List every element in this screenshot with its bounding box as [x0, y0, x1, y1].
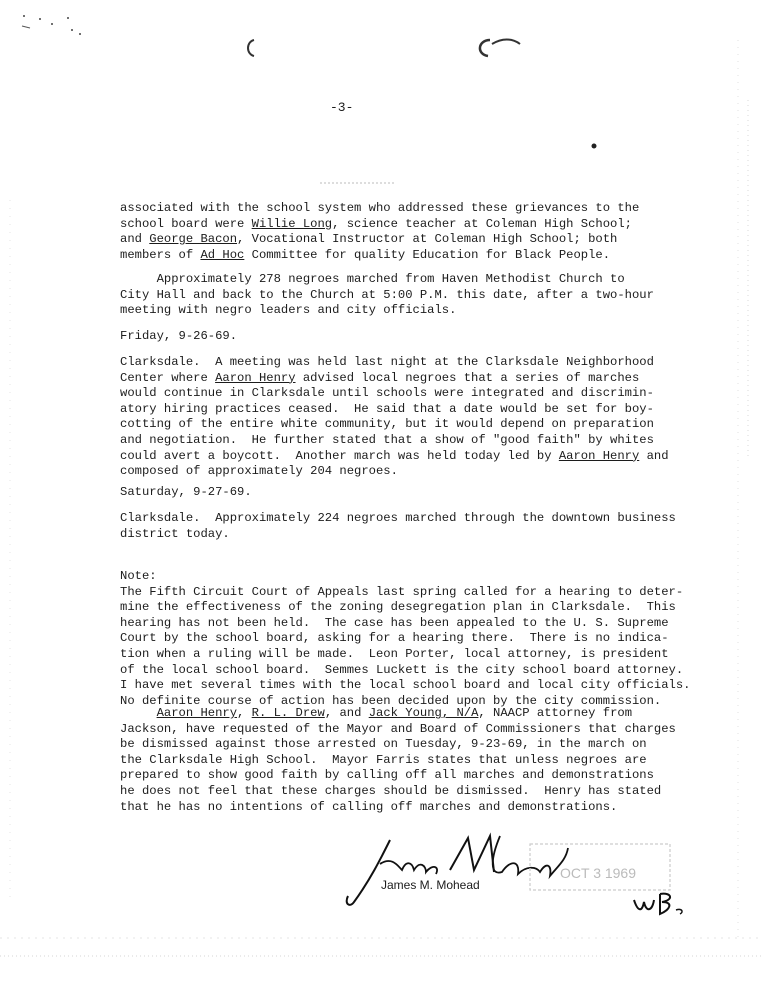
text-line	[120, 449, 680, 465]
text-segment: of the local school board. Semmes Luckett is the city school board attorney.	[120, 662, 684, 677]
text-segment: , Vocational Instructor at Coleman High School; both	[237, 232, 618, 247]
text-line	[120, 303, 680, 319]
text-segment: Committee for quality Education for Black People.	[244, 247, 611, 262]
paragraph-clarksdale-meeting	[120, 355, 680, 480]
text-segment: , NAACP attorney from	[478, 706, 633, 720]
text-line	[120, 584, 684, 601]
text-segment: district today.	[120, 526, 230, 541]
text-line	[120, 417, 680, 433]
underlined-name: R. L. Drew	[251, 706, 325, 720]
paragraph-grievances	[120, 201, 680, 263]
text-segment: school board were	[120, 216, 252, 231]
text-segment: the Clarksdale High School. Mayor Farris states that unless negroes are	[120, 752, 647, 767]
paragraph-naacp-request	[120, 706, 680, 815]
paragraph-march-278	[120, 272, 680, 319]
text-line	[120, 464, 680, 480]
text-line	[120, 329, 680, 345]
text-line	[120, 217, 680, 233]
speck	[590, 142, 598, 150]
text-segment: City Hall and back to the Church at 5:00 P.M. this date, after a two-hour	[120, 287, 654, 302]
text-line	[120, 201, 680, 217]
text-line	[120, 402, 680, 418]
text-segment: be dismissed against those arrested on Tuesday, 9-23-69, in the march on	[120, 737, 647, 752]
underlined-name: Aaron Henry	[558, 448, 640, 463]
text-segment: Clarksdale. Approximately 224 negroes marched through the downtown business	[120, 511, 676, 525]
underlined-name: Ad Hoc	[200, 247, 245, 262]
text-segment: and	[120, 232, 150, 247]
text-segment: meeting with negro leaders and city officials.	[120, 303, 457, 318]
text-line	[120, 232, 680, 248]
text-segment: Note:	[120, 569, 157, 583]
text-segment: mine the effectiveness of the zoning desegregation plan in Clarksdale. This	[120, 600, 676, 615]
text-segment: atory hiring practices ceased. He said that a date would be set for boy-	[120, 401, 654, 416]
text-segment: and negotiation. He further stated that a show of "good faith" by whites	[120, 432, 654, 447]
paragraph-march-224	[120, 511, 680, 542]
heading-saturday	[120, 485, 680, 501]
text-line	[120, 662, 684, 679]
text-segment: Approximately 278 negroes marched from Haven Methodist Church to	[120, 272, 625, 286]
underlined-name: Aaron Henry	[215, 370, 296, 385]
text-line	[120, 569, 680, 585]
underlined-name: Willie Long	[251, 216, 333, 231]
text-segment: composed of approximately 204 negroes.	[120, 464, 398, 479]
text-line	[120, 433, 680, 449]
text-line	[120, 272, 680, 288]
text-segment: and	[639, 448, 669, 463]
text-segment	[120, 706, 157, 720]
text-line	[120, 647, 680, 663]
text-line	[120, 768, 680, 784]
text-segment: advised local negroes that a series of marches	[295, 370, 640, 385]
text-segment: hearing has not been held. The case has been appealed to the U. S. Supreme	[120, 615, 669, 630]
text-segment: tion when a ruling will be made. Leon Porter, local attorney, is president	[120, 646, 669, 661]
text-segment: , science teacher at Coleman High School;	[332, 216, 632, 231]
text-segment: Clarksdale. A meeting was held last night at the Clarksdale Neighborhood	[120, 355, 654, 369]
text-segment: Center where	[120, 370, 216, 385]
underlined-name: Aaron Henry	[156, 706, 238, 720]
scan-marks-top-left	[20, 10, 90, 40]
text-line	[120, 800, 680, 816]
text-segment: , and	[324, 706, 369, 720]
text-line	[120, 753, 680, 769]
faint-rule	[320, 180, 400, 186]
text-segment: members of	[120, 247, 201, 262]
text-segment: Saturday, 9-27-69.	[120, 485, 252, 499]
text-line	[120, 706, 680, 722]
stamp-date: OCT 3 1969	[560, 865, 637, 881]
paragraph-note	[120, 569, 691, 709]
text-line	[120, 355, 680, 371]
text-segment: would continue in Clarksdale until schools were integrated and discrimin-	[120, 386, 654, 401]
text-segment: associated with the school system who addressed these grievances to the	[120, 201, 640, 215]
text-line	[120, 386, 680, 402]
text-line	[120, 248, 680, 264]
text-line	[120, 288, 680, 304]
bottom-edge-noise	[0, 930, 763, 970]
text-segment: ,	[237, 706, 252, 720]
text-line	[120, 371, 680, 387]
typed-signature-name: James M. Mohead	[381, 878, 480, 892]
text-line	[120, 737, 680, 753]
text-segment: No definite course of action has been decided upon by the city commission.	[120, 693, 662, 708]
text-segment: I have met several times with the local school board and local city officials.	[120, 678, 691, 693]
text-line	[120, 527, 680, 543]
text-segment: he does not feel that these charges should be dismissed. Henry has stated	[120, 783, 662, 798]
text-segment: The Fifth Circuit Court of Appeals last spring called for a hearing to deter-	[120, 584, 684, 599]
text-line	[120, 631, 680, 647]
margin-noise-left	[2, 200, 22, 900]
margin-noise-right	[728, 40, 758, 940]
underlined-name: George Bacon	[149, 232, 238, 247]
text-segment: prepared to show good faith by calling off all marches and demonstrations	[120, 768, 654, 783]
text-segment: Court by the school board, asking for a hearing there. There is no indica-	[120, 631, 669, 646]
heading-friday	[120, 329, 680, 345]
underlined-name: Jack Young, N/A	[368, 706, 479, 720]
text-line	[120, 784, 680, 800]
page-number: -3-	[330, 100, 354, 115]
handwritten-initials	[630, 888, 690, 918]
text-segment: could avert a boycott. Another march was held today led by	[120, 448, 559, 463]
text-segment: Friday, 9-26-69.	[120, 329, 238, 343]
binder-hole-marks	[240, 30, 540, 70]
text-segment: cotting of the entire white community, but it would depend on preparation	[120, 417, 654, 432]
text-line	[120, 511, 680, 527]
text-segment: that he has no intentions of calling off marches and demonstrations.	[120, 799, 618, 814]
text-segment: Jackson, have requested of the Mayor and Board of Commissioners that charges	[120, 721, 676, 736]
text-line	[120, 485, 680, 501]
text-line	[120, 678, 691, 694]
text-line	[120, 616, 680, 632]
text-line	[120, 600, 680, 616]
text-line	[120, 722, 680, 738]
